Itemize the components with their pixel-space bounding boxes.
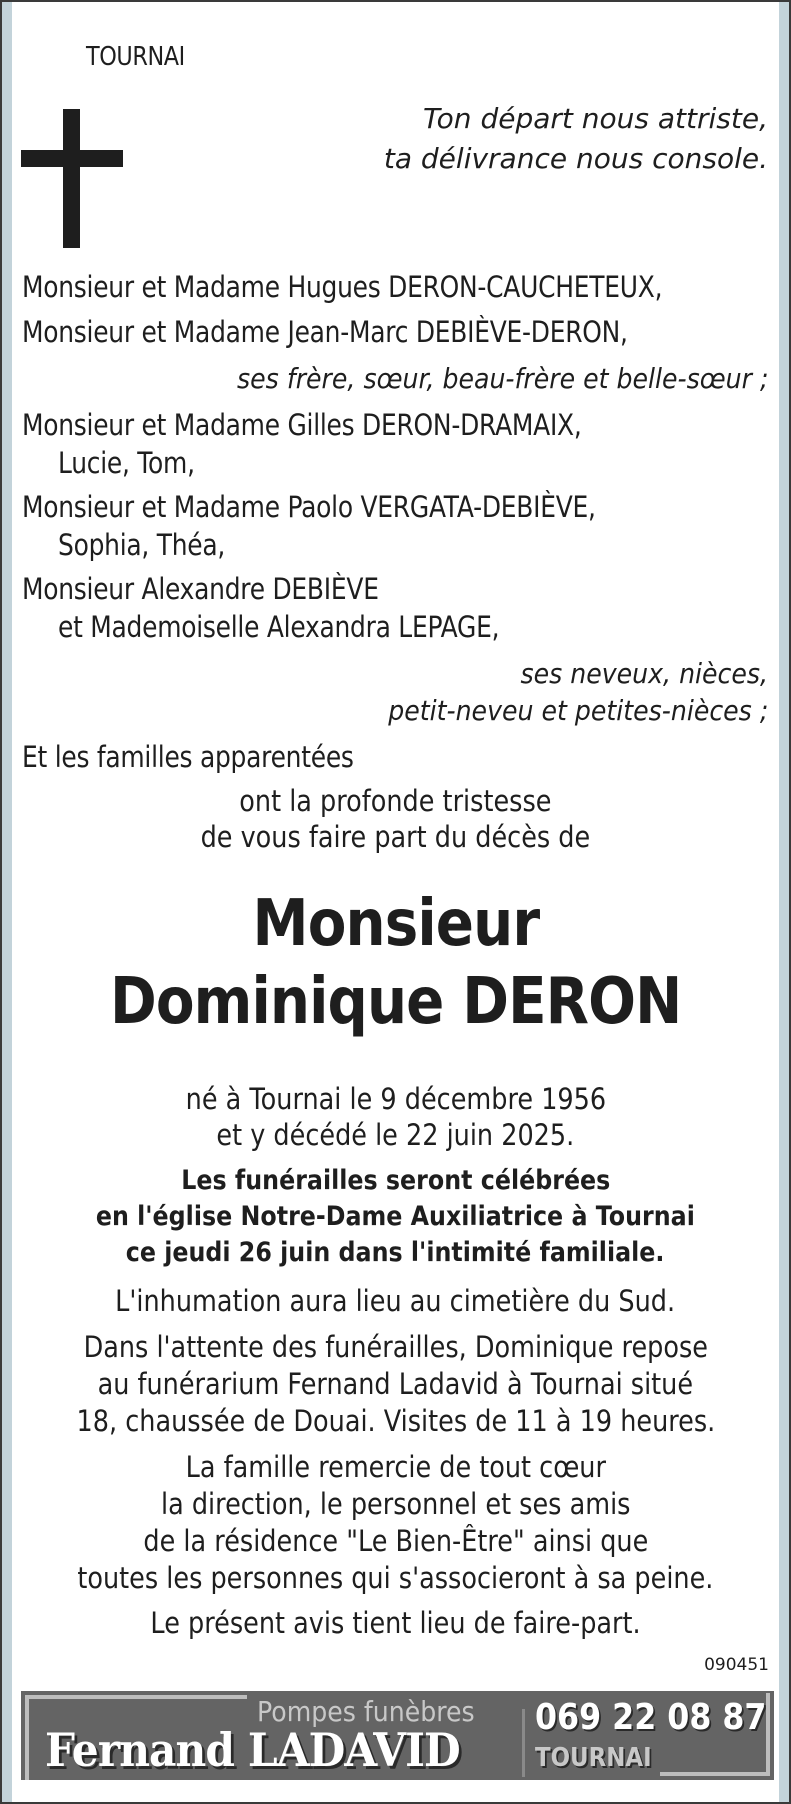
quote-line-1: Ton départ nous attriste, xyxy=(423,102,768,135)
funeral-line-3: ce jeudi 26 juin dans l'intimité familiale. xyxy=(126,1237,665,1268)
sibling-line: Monsieur et Madame Jean-Marc DEBIÈVE-DERON, xyxy=(22,315,628,349)
funeral-line-2: en l'église Notre-Dame Auxiliatrice à Tournai xyxy=(95,1201,696,1232)
visitation-line-1: Dans l'attente des funérailles, Dominique repose xyxy=(83,1330,708,1364)
reference-number: 090451 xyxy=(704,1655,769,1675)
city-label: TOURNAI xyxy=(86,42,185,72)
nephew-children: Sophia, Théa, xyxy=(58,528,226,562)
logo-city: TOURNAI xyxy=(535,1743,652,1773)
notice-line: Le présent avis tient lieu de faire-part. xyxy=(150,1606,641,1640)
nephew-line: Monsieur Alexandre DEBIÈVE xyxy=(22,572,379,606)
logo-corner-accent xyxy=(766,1693,770,1776)
thanks-line-3: de la résidence "Le Bien-Être" ainsi que xyxy=(143,1524,648,1558)
sibling-line: Monsieur et Madame Hugues DERON-CAUCHETEUX, xyxy=(22,270,663,304)
birth-info: né à Tournai le 9 décembre 1956 xyxy=(185,1082,606,1116)
nephews-relation-2: petit-neveu et petites-nièces ; xyxy=(387,694,768,727)
thanks-line-1: La famille remercie de tout cœur xyxy=(185,1450,606,1484)
other-families: Et les familles apparentées xyxy=(22,740,354,774)
visitation-line-3: 18, chaussée de Douai. Visites de 11 à 19 heures. xyxy=(76,1404,715,1438)
nephews-relation-1: ses neveux, nièces, xyxy=(520,657,768,690)
burial-info: L'inhumation aura lieu au cimetière du Sud. xyxy=(115,1284,676,1318)
intro-line-1: ont la profonde tristesse xyxy=(239,784,552,818)
logo-corner-accent xyxy=(25,1695,29,1780)
thanks-line-4: toutes les personnes qui s'associeront à sa peine. xyxy=(77,1561,714,1595)
logo-name: Fernand LADAVID xyxy=(45,1723,460,1777)
nephew-line: Monsieur et Madame Paolo VERGATA-DEBIÈVE, xyxy=(22,490,596,524)
logo-separator xyxy=(522,1709,525,1777)
quote-line-2: ta délivrance nous console. xyxy=(383,142,768,175)
logo-corner-accent xyxy=(25,1695,247,1699)
nephew-line: Monsieur et Madame Gilles DERON-DRAMAIX, xyxy=(22,408,582,442)
funeral-home-logo xyxy=(21,1691,774,1780)
thanks-line-2: la direction, le personnel et ses amis xyxy=(160,1487,631,1521)
visitation-line-2: au funérarium Fernand Ladavid à Tournai situé xyxy=(97,1367,694,1401)
funeral-line-1: Les funérailles seront célébrées xyxy=(180,1165,611,1196)
nephew-children: Lucie, Tom, xyxy=(58,446,195,480)
intro-line-2: de vous faire part du décès de xyxy=(200,820,591,854)
logo-phone: 069 22 08 87 xyxy=(535,1697,767,1738)
siblings-relation: ses frère, sœur, beau-frère et belle-sœur ; xyxy=(236,362,768,395)
deceased-title: Monsieur xyxy=(252,887,539,961)
nephew-children: et Mademoiselle Alexandra LEPAGE, xyxy=(58,610,500,644)
logo-tagline: Pompes funèbres xyxy=(257,1695,475,1728)
logo-corner-accent xyxy=(660,1772,770,1776)
deceased-name: Dominique DERON xyxy=(109,965,682,1039)
death-info: et y décédé le 22 juin 2025. xyxy=(216,1118,575,1152)
